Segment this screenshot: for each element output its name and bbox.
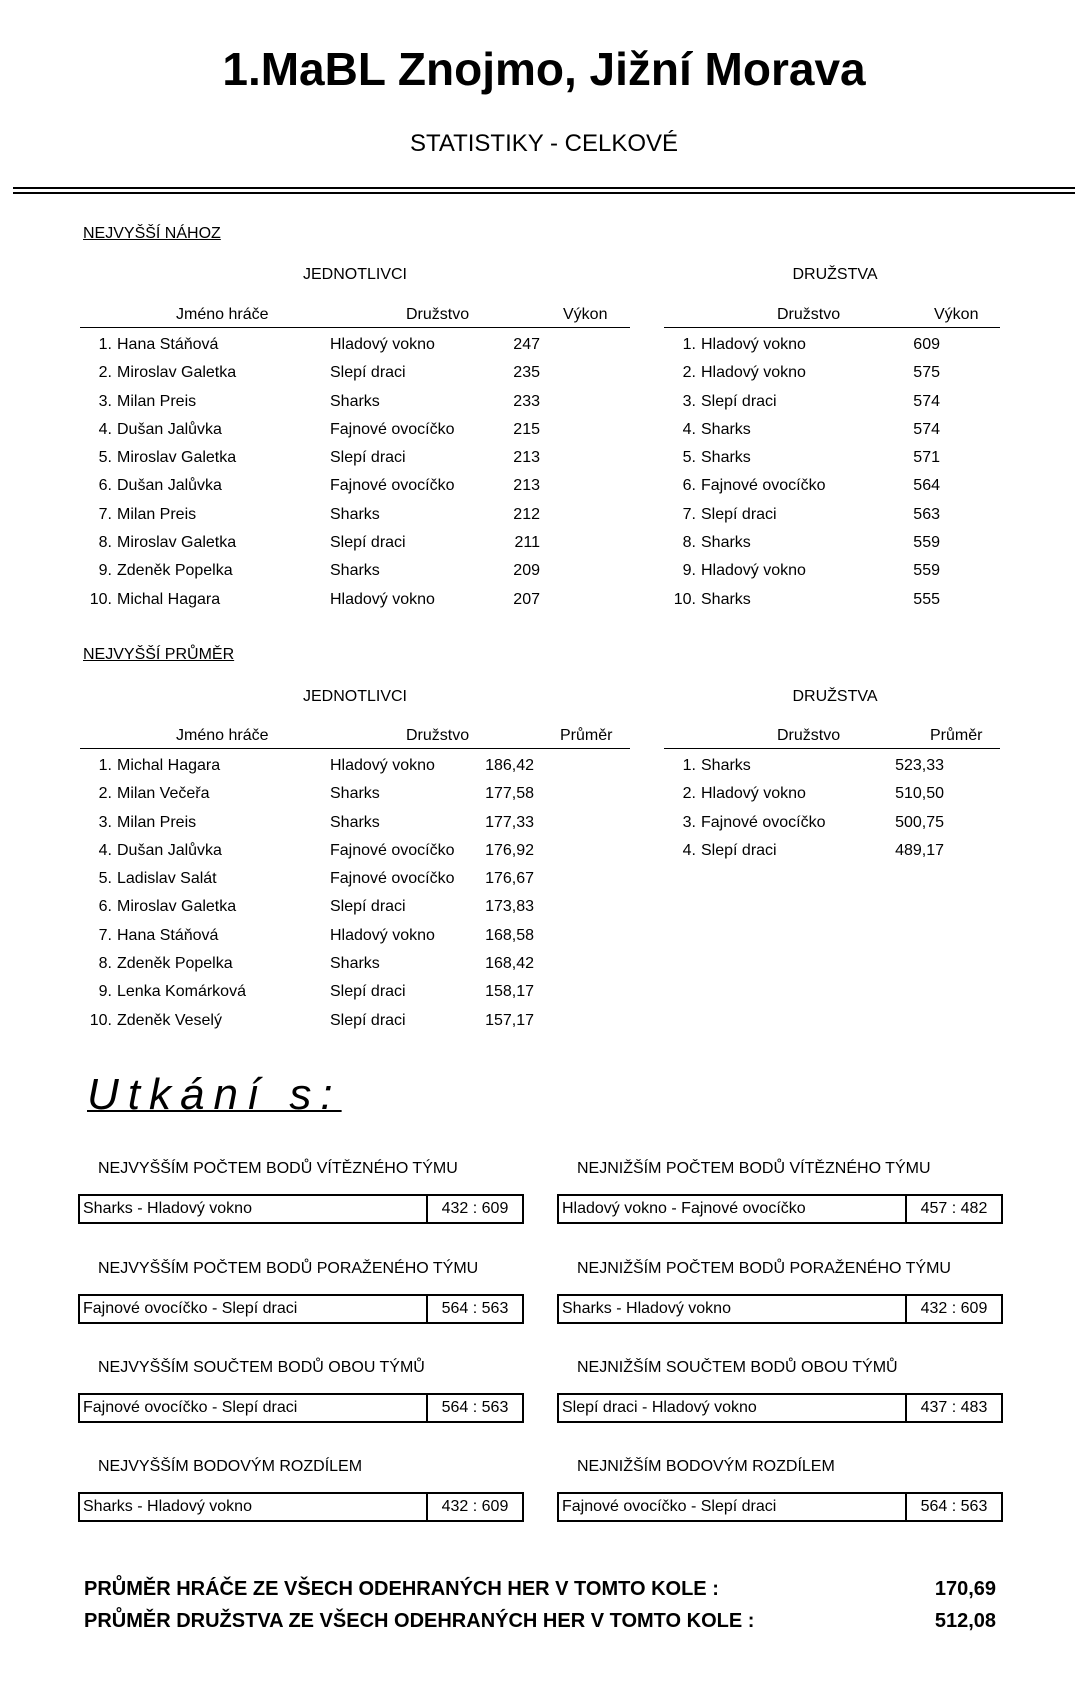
row-value: 177,33 — [485, 813, 534, 831]
match-category-label: NEJVYŠŠÍM BODOVÝM ROZDÍLEM — [98, 1458, 363, 1475]
row-rank: 1. — [98, 336, 112, 353]
row-value: 235 — [513, 364, 540, 382]
row-value: 574 — [913, 392, 940, 410]
player-name: Dušan Jalůvka — [117, 420, 222, 438]
row-value: 563 — [913, 505, 940, 523]
header-divider-bottom — [13, 192, 1075, 194]
table-row — [80, 810, 630, 838]
team-name: Slepí draci — [330, 898, 406, 916]
player-name: Zdeněk Popelka — [117, 562, 233, 580]
group-label-teams: DRUŽSTVA — [792, 688, 878, 705]
player-name: Milan Večeřa — [117, 785, 210, 803]
match-result-box — [78, 1294, 524, 1324]
table-header — [80, 304, 630, 328]
row-rank: 2. — [682, 364, 696, 382]
row-rank: 7. — [98, 926, 112, 944]
row-rank: 2. — [98, 364, 112, 382]
player-name: Milan Preis — [117, 392, 197, 410]
row-rank: 4. — [98, 841, 112, 859]
table-row — [664, 332, 1000, 360]
table-row — [80, 979, 630, 1007]
match-result-box — [557, 1294, 1003, 1324]
match-teams: Fajnové ovocíčko - Slepí draci — [83, 1399, 298, 1416]
row-rank: 6. — [682, 477, 696, 495]
row-rank: 5. — [98, 870, 112, 888]
row-rank: 3. — [682, 813, 696, 831]
team-average-label: PRŮMĚR DRUŽSTVA ZE VŠECH ODEHRANÝCH HER V TOMTO KOLE : — [84, 1610, 755, 1632]
table-row — [80, 1008, 630, 1036]
team-name: Slepí draci — [330, 364, 406, 382]
table-row — [664, 838, 1000, 866]
table-row — [80, 502, 630, 530]
match-score: 432 : 609 — [426, 1494, 522, 1520]
match-teams: Sharks - Hladový vokno — [83, 1498, 252, 1515]
row-value: 168,58 — [485, 926, 534, 944]
row-value: 213 — [513, 477, 540, 495]
group-label-teams: DRUŽSTVA — [792, 266, 878, 283]
row-value: 555 — [913, 590, 940, 608]
row-rank: 2. — [682, 785, 696, 803]
row-value: 500,75 — [895, 813, 944, 831]
row-value: 168,42 — [485, 955, 534, 973]
team-name: Sharks — [701, 449, 751, 467]
team-name: Sharks — [330, 813, 380, 831]
col-header-team: Družstvo — [777, 727, 841, 744]
page-title: 1.MaBL Znojmo, Jižní Morava — [222, 43, 866, 95]
row-rank: 10. — [673, 590, 696, 608]
team-name: Fajnové ovocíčko — [330, 841, 455, 859]
table-row — [80, 389, 630, 417]
table-row — [80, 417, 630, 445]
player-name: Miroslav Galetka — [117, 898, 237, 916]
matches-heading: Utkání s: — [87, 1070, 342, 1119]
team-name: Slepí draci — [701, 505, 777, 523]
row-rank: 1. — [682, 336, 696, 353]
table-row — [80, 753, 630, 781]
row-rank: 6. — [98, 898, 112, 916]
table-row — [80, 894, 630, 922]
table-row — [664, 558, 1000, 586]
match-category-label: NEJNIŽŠÍM SOUČTEM BODŮ OBOU TÝMŮ — [577, 1359, 898, 1376]
player-average-label: PRŮMĚR HRÁČE ZE VŠECH ODEHRANÝCH HER V TOMTO KOLE : — [84, 1578, 719, 1600]
player-name: Miroslav Galetka — [117, 364, 237, 382]
match-result-box — [557, 1492, 1003, 1522]
match-teams: Fajnové ovocíčko - Slepí draci — [562, 1498, 777, 1515]
table-row — [80, 781, 630, 809]
team-name: Hladový vokno — [330, 336, 435, 353]
player-name: Miroslav Galetka — [117, 534, 237, 552]
table-row — [80, 587, 630, 615]
table-body — [664, 753, 1000, 866]
prumer-individuals-table — [80, 725, 630, 1035]
col-header-team: Družstvo — [406, 727, 470, 744]
team-name: Sharks — [701, 534, 751, 552]
nahoz-individuals-table — [80, 304, 630, 614]
player-name: Zdeněk Popelka — [117, 955, 233, 973]
row-value: 489,17 — [895, 841, 944, 859]
player-name: Dušan Jalůvka — [117, 841, 222, 859]
row-value: 176,67 — [485, 870, 534, 888]
section-label-nahoz: NEJVYŠŠÍ NÁHOZ — [83, 225, 221, 242]
match-category-label: NEJVYŠŠÍM SOUČTEM BODŮ OBOU TÝMŮ — [98, 1359, 425, 1376]
row-rank: 9. — [98, 562, 112, 580]
row-value: 186,42 — [485, 757, 534, 774]
table-row — [80, 838, 630, 866]
table-header — [664, 725, 1000, 749]
row-value: 523,33 — [895, 757, 944, 774]
table-row — [80, 951, 630, 979]
row-rank: 5. — [682, 449, 696, 467]
team-name: Sharks — [330, 392, 380, 410]
player-name: Lenka Komárková — [117, 983, 246, 1001]
player-name: Michal Hagara — [117, 590, 221, 608]
row-rank: 9. — [682, 562, 696, 580]
team-name: Slepí draci — [330, 983, 406, 1001]
team-name: Hladový vokno — [330, 757, 435, 774]
row-rank: 7. — [98, 505, 112, 523]
team-name: Hladový vokno — [701, 562, 806, 580]
team-name: Slepí draci — [330, 534, 406, 552]
row-value: 157,17 — [485, 1011, 534, 1029]
team-name: Sharks — [701, 590, 751, 608]
team-name: Fajnové ovocíčko — [330, 870, 455, 888]
team-name: Fajnové ovocíčko — [330, 420, 455, 438]
row-value: 559 — [913, 562, 940, 580]
row-rank: 10. — [89, 590, 112, 608]
row-rank: 8. — [98, 534, 112, 552]
table-row — [664, 360, 1000, 388]
table-row — [664, 810, 1000, 838]
team-name: Sharks — [701, 757, 751, 774]
table-header — [664, 304, 1000, 328]
row-value: 213 — [513, 449, 540, 467]
row-value: 173,83 — [485, 898, 534, 916]
table-row — [80, 360, 630, 388]
section-label-prumer: NEJVYŠŠÍ PRŮMĚR — [83, 646, 235, 663]
row-rank: 1. — [682, 757, 696, 774]
table-row — [664, 473, 1000, 501]
team-name: Hladový vokno — [330, 926, 435, 944]
col-header-value: Průměr — [560, 727, 613, 744]
row-rank: 6. — [98, 477, 112, 495]
row-value: 247 — [513, 336, 540, 353]
match-category-label: NEJNIŽŠÍM POČTEM BODŮ PORAŽENÉHO TÝMU — [577, 1260, 951, 1277]
match-score: 432 : 609 — [426, 1196, 522, 1222]
row-rank: 4. — [682, 841, 696, 859]
player-name: Dušan Jalůvka — [117, 477, 222, 495]
row-rank: 9. — [98, 983, 112, 1001]
row-value: 574 — [913, 420, 940, 438]
nahoz-teams-table — [664, 304, 1000, 614]
team-name: Fajnové ovocíčko — [330, 477, 455, 495]
match-category-label: NEJNIŽŠÍM BODOVÝM ROZDÍLEM — [577, 1458, 835, 1475]
match-teams: Fajnové ovocíčko - Slepí draci — [83, 1300, 298, 1317]
col-header-team: Družstvo — [406, 306, 470, 323]
match-teams: Sharks - Hladový vokno — [562, 1300, 731, 1317]
team-name: Hladový vokno — [701, 364, 806, 382]
table-row — [80, 866, 630, 894]
team-name: Slepí draci — [701, 841, 777, 859]
team-name: Sharks — [330, 785, 380, 803]
match-result-box — [78, 1492, 524, 1522]
table-row — [80, 445, 630, 473]
col-header-team: Družstvo — [777, 306, 841, 323]
match-category-label: NEJNIŽŠÍM POČTEM BODŮ VÍTĚZNÉHO TÝMU — [577, 1160, 931, 1177]
player-name: Zdeněk Veselý — [117, 1011, 222, 1029]
table-row — [664, 417, 1000, 445]
player-name: Ladislav Salát — [117, 870, 217, 888]
table-row — [80, 332, 630, 360]
group-label-individuals: JEDNOTLIVCI — [302, 266, 407, 283]
player-name: Milan Preis — [117, 505, 197, 523]
col-header-name: Jméno hráče — [176, 727, 269, 744]
row-value: 176,92 — [485, 841, 534, 859]
player-name: Hana Stáňová — [117, 336, 219, 353]
table-row — [664, 389, 1000, 417]
match-score: 432 : 609 — [905, 1296, 1001, 1322]
row-value: 609 — [913, 336, 940, 353]
team-name: Hladový vokno — [701, 336, 806, 353]
row-rank: 2. — [98, 785, 112, 803]
row-value: 215 — [513, 420, 540, 438]
table-row — [664, 530, 1000, 558]
header-divider-top — [13, 187, 1075, 189]
team-name: Hladový vokno — [330, 590, 435, 608]
match-teams: Slepí draci - Hladový vokno — [562, 1399, 757, 1416]
match-score: 437 : 483 — [905, 1395, 1001, 1421]
table-row — [664, 502, 1000, 530]
table-row — [80, 558, 630, 586]
team-name: Slepí draci — [330, 1011, 406, 1029]
table-header — [80, 725, 630, 749]
row-rank: 4. — [98, 420, 112, 438]
table-row — [664, 781, 1000, 809]
match-score: 564 : 563 — [426, 1296, 522, 1322]
team-name: Fajnové ovocíčko — [701, 813, 826, 831]
row-value: 158,17 — [485, 983, 534, 1001]
row-value: 207 — [513, 590, 540, 608]
player-average-value: 170,69 — [934, 1578, 996, 1600]
team-name: Sharks — [330, 505, 380, 523]
row-rank: 3. — [98, 392, 112, 410]
match-result-box — [78, 1194, 524, 1224]
match-result-box — [557, 1393, 1003, 1423]
match-teams: Sharks - Hladový vokno — [83, 1200, 252, 1217]
table-body — [664, 332, 1000, 615]
match-category-label: NEJVYŠŠÍM POČTEM BODŮ VÍTĚZNÉHO TÝMU — [98, 1160, 458, 1177]
match-score: 457 : 482 — [905, 1196, 1001, 1222]
row-value: 177,58 — [485, 785, 534, 803]
player-name: Miroslav Galetka — [117, 449, 237, 467]
table-row — [664, 587, 1000, 615]
table-row — [80, 473, 630, 501]
row-value: 212 — [513, 505, 540, 523]
col-header-value: Výkon — [563, 306, 608, 323]
table-row — [664, 445, 1000, 473]
team-average-value: 512,08 — [934, 1610, 996, 1632]
row-value: 510,50 — [895, 785, 944, 803]
team-name: Slepí draci — [330, 449, 406, 467]
row-value: 211 — [514, 534, 540, 552]
prumer-teams-table — [664, 725, 1000, 875]
team-name: Sharks — [701, 420, 751, 438]
player-name: Milan Preis — [117, 813, 197, 831]
row-value: 571 — [913, 449, 940, 467]
team-name: Sharks — [330, 562, 380, 580]
row-value: 564 — [913, 477, 940, 495]
player-name: Hana Stáňová — [117, 926, 219, 944]
col-header-value: Výkon — [934, 306, 979, 323]
row-rank: 5. — [98, 449, 112, 467]
team-name: Hladový vokno — [701, 785, 806, 803]
match-score: 564 : 563 — [905, 1494, 1001, 1520]
row-rank: 10. — [89, 1011, 112, 1029]
row-rank: 8. — [98, 955, 112, 973]
row-value: 233 — [513, 392, 540, 410]
team-name: Sharks — [330, 955, 380, 973]
match-teams: Hladový vokno - Fajnové ovocíčko — [562, 1200, 806, 1217]
table-row — [80, 530, 630, 558]
row-rank: 3. — [98, 813, 112, 831]
match-category-label: NEJVYŠŠÍM POČTEM BODŮ PORAŽENÉHO TÝMU — [98, 1260, 479, 1277]
match-result-box — [557, 1194, 1003, 1224]
row-value: 559 — [913, 534, 940, 552]
row-rank: 3. — [682, 392, 696, 410]
table-body — [80, 332, 630, 615]
group-label-individuals: JEDNOTLIVCI — [302, 688, 407, 705]
row-rank: 8. — [682, 534, 696, 552]
table-body — [80, 753, 630, 1036]
team-name: Slepí draci — [701, 392, 777, 410]
table-row — [80, 923, 630, 951]
row-value: 209 — [513, 562, 540, 580]
row-rank: 7. — [682, 505, 696, 523]
col-header-value: Průměr — [930, 727, 983, 744]
row-value: 575 — [913, 364, 940, 382]
col-header-name: Jméno hráče — [176, 306, 269, 323]
row-rank: 1. — [98, 757, 112, 774]
match-result-box — [78, 1393, 524, 1423]
player-name: Michal Hagara — [117, 757, 221, 774]
row-rank: 4. — [682, 420, 696, 438]
match-score: 564 : 563 — [426, 1395, 522, 1421]
team-name: Fajnové ovocíčko — [701, 477, 826, 495]
page-subtitle: STATISTIKY - CELKOVÉ — [409, 130, 679, 157]
table-row — [664, 753, 1000, 781]
